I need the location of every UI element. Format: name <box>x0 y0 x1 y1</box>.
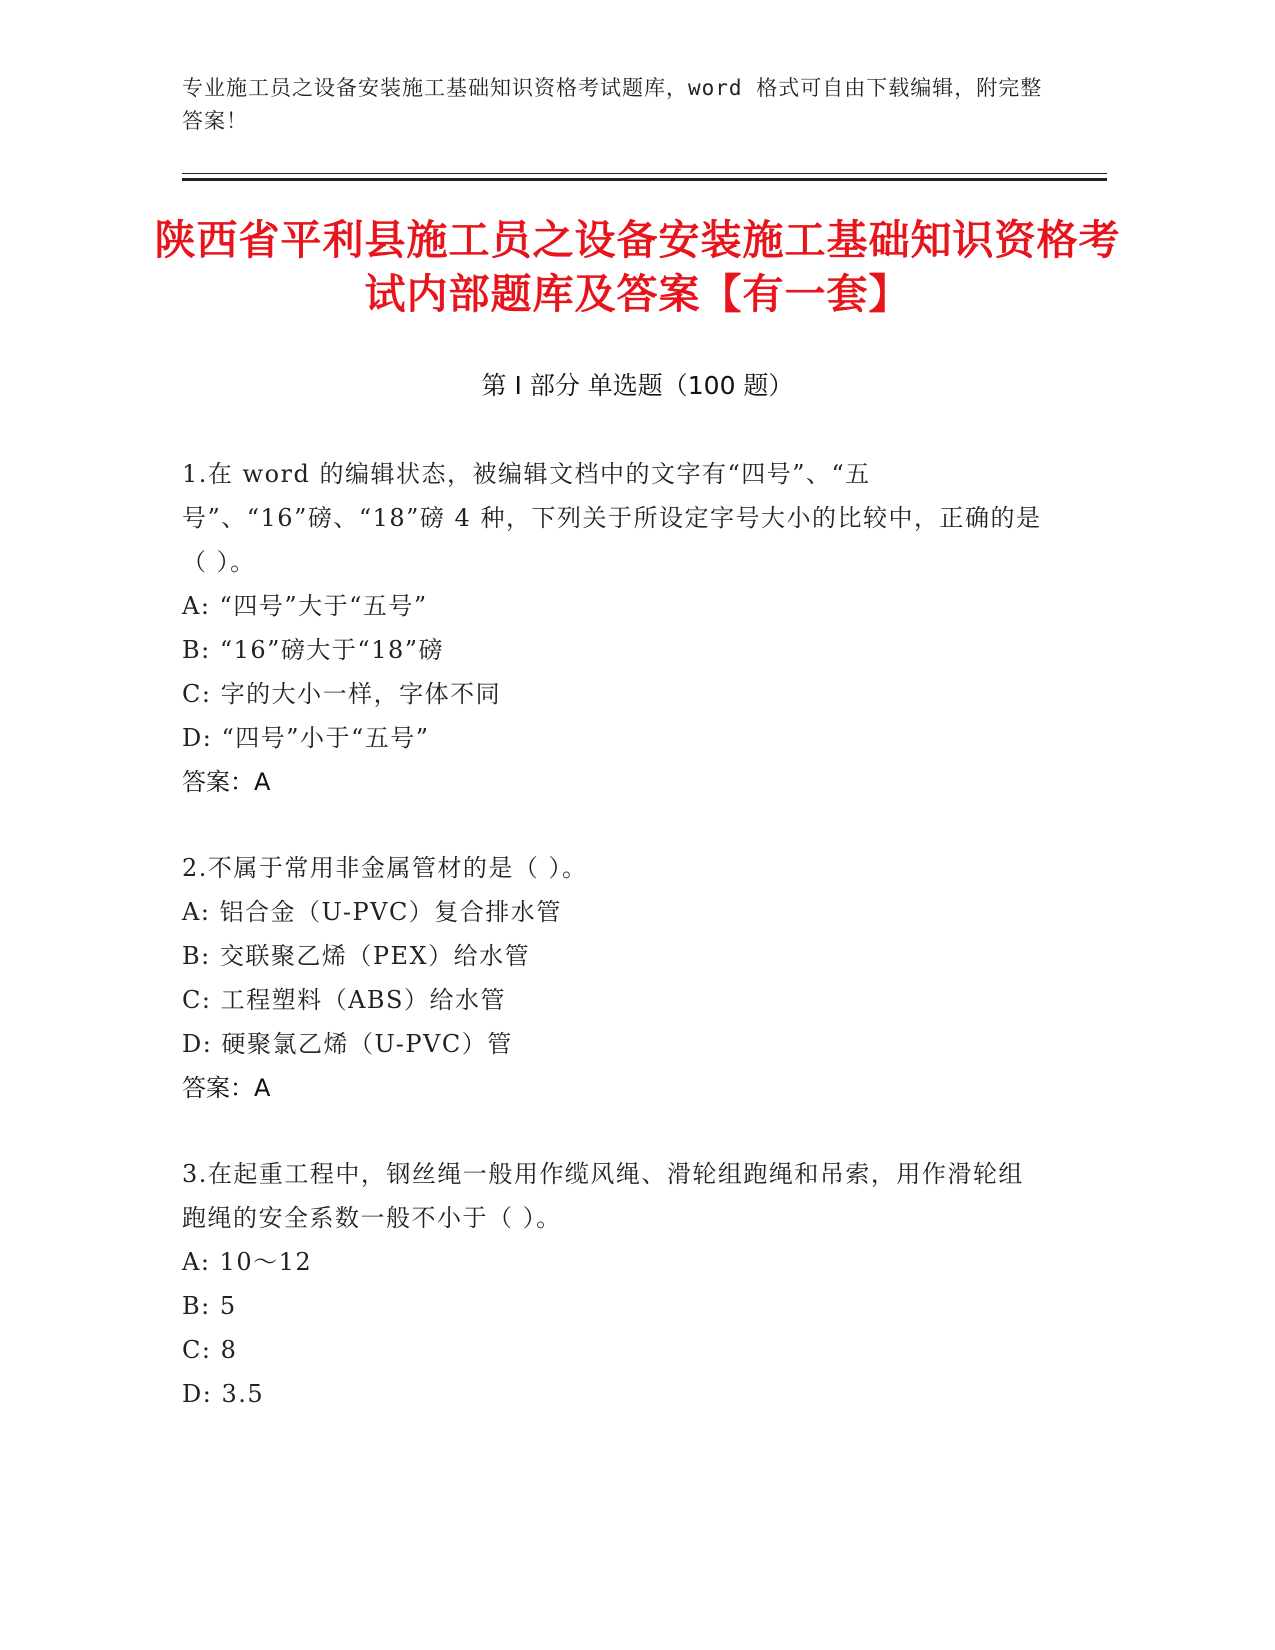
option-a: A: “四号”大于“五号” <box>182 592 428 620</box>
question-spacer <box>182 804 1042 846</box>
option-b: B: “16”磅大于“18”磅 <box>182 636 445 664</box>
header-divider-thin <box>182 173 1107 174</box>
answer-label: 答案：A <box>182 1074 271 1102</box>
option-d: D: 3.5 <box>182 1380 265 1408</box>
option-a: A: 铝合金（U-PVC）复合排水管 <box>182 898 562 926</box>
question-stem: 1.在 word 的编辑状态，被编辑文档中的文字有“四号”、“五号”、“16”磅、“18”磅 4 种，下列关于所设定字号大小的比较中，正确的是（ ）。 <box>182 460 1042 576</box>
header-divider-thick <box>182 178 1107 181</box>
option-a: A: 10～12 <box>182 1248 313 1276</box>
question-2 <box>182 846 1042 1110</box>
option-c: C: 8 <box>182 1336 238 1364</box>
question-stem: 3.在起重工程中，钢丝绳一般用作缆风绳、滑轮组跑绳和吊索，用作滑轮组跑绳的安全系数一般不小于（ ）。 <box>182 1160 1024 1232</box>
question-3 <box>182 1152 1042 1416</box>
header-note: 专业施工员之设备安装施工基础知识资格考试题库，word 格式可自由下载编辑，附完整答案！ <box>182 76 1043 133</box>
question-list <box>182 452 1042 1416</box>
question-spacer <box>182 1110 1042 1152</box>
document-title: 陕西省平利县施工员之设备安装施工基础知识资格考试内部题库及答案【有一套】 <box>154 216 1121 318</box>
option-c: C: 工程塑料（ABS）给水管 <box>182 986 506 1014</box>
option-d: D: 硬聚氯乙烯（U-PVC）管 <box>182 1030 513 1058</box>
option-d: D: “四号”小于“五号” <box>182 724 430 752</box>
question-1 <box>182 452 1042 804</box>
option-c: C: 字的大小一样，字体不同 <box>182 680 502 708</box>
option-b: B: 5 <box>182 1292 237 1320</box>
option-b: B: 交联聚乙烯（PEX）给水管 <box>182 942 531 970</box>
section-heading: 第 I 部分 单选题（100 题） <box>481 371 794 400</box>
answer-label: 答案：A <box>182 768 271 796</box>
question-stem: 2.不属于常用非金属管材的是（ ）。 <box>182 854 588 882</box>
